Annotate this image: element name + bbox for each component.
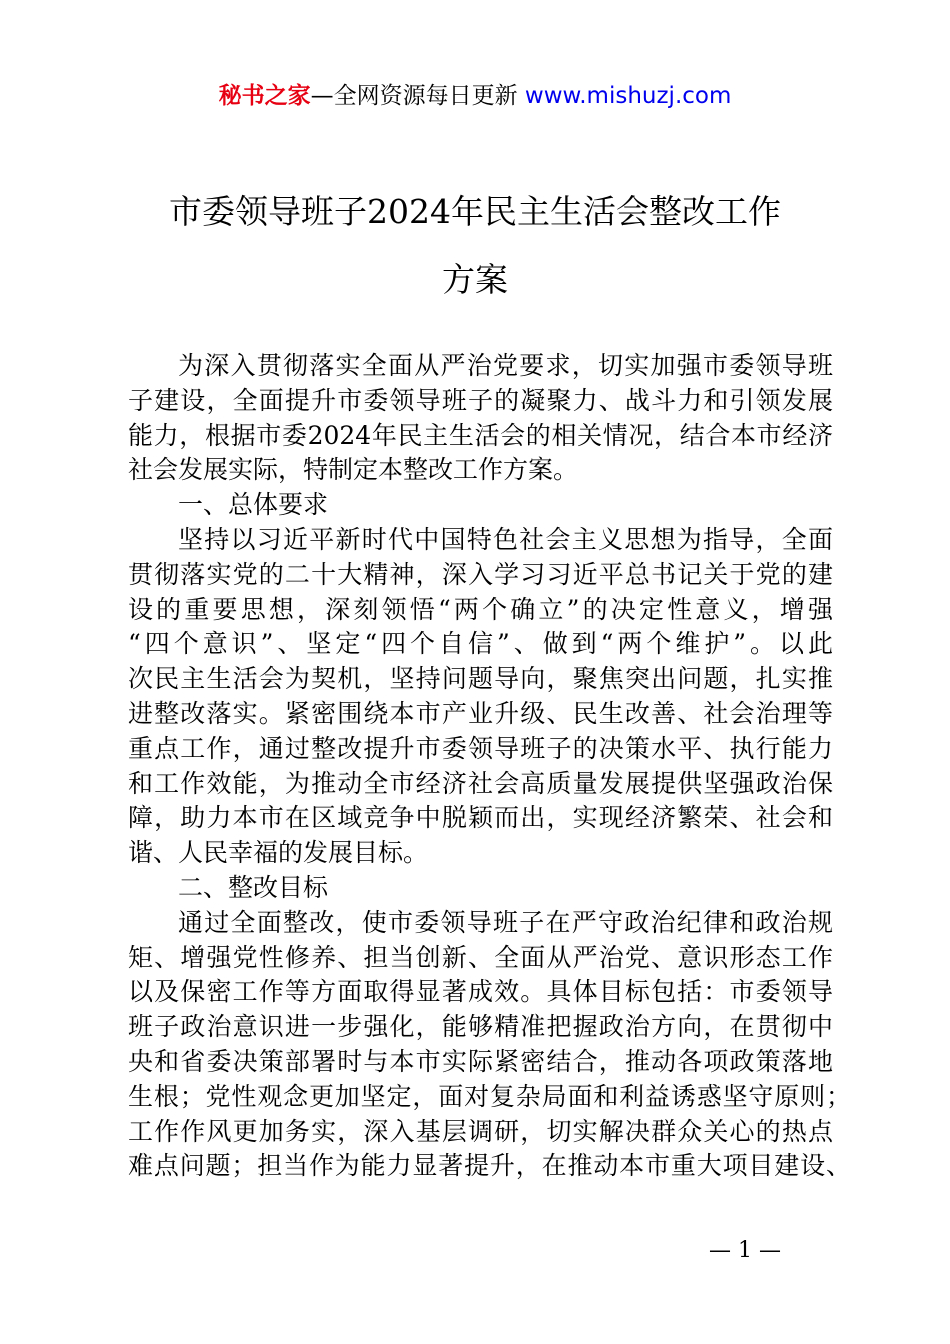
paragraph-line: 能力，根据市委2024年民主生活会的相关情况，结合本市经济	[128, 420, 833, 450]
paragraph-line: 工作作风更加务实，深入基层调研，切实解决群众关心的热点	[128, 1116, 833, 1146]
paragraph-line: 障，助力本市在区域竞争中脱颖而出，实现经济繁荣、社会和	[128, 803, 833, 833]
paragraph-line: 班子政治意识进一步强化，能够精准把握政治方向，在贯彻中	[128, 1012, 833, 1042]
site-header	[0, 80, 950, 112]
paragraph-line: 谐、人民幸福的发展目标。	[128, 838, 429, 868]
page-number: — 1 —	[709, 1238, 781, 1263]
paragraph-line: 坚持以习近平新时代中国特色社会主义思想为指导，全面	[178, 524, 833, 554]
paragraph-line: 设的重要思想，深刻领悟“两个确立”的决定性意义，增强	[128, 594, 833, 624]
paragraph-line: 重点工作，通过整改提升市委领导班子的决策水平、执行能力	[128, 733, 833, 763]
paragraph-line: 通过全面整改，使市委领导班子在严守政治纪律和政治规	[178, 907, 833, 937]
document-body	[128, 349, 851, 1184]
paragraph-line: 贯彻落实党的二十大精神，深入学习习近平总书记关于党的建	[128, 559, 833, 589]
paragraph-line: 生根；党性观念更加坚定，面对复杂局面和利益诱惑坚守原则；	[128, 1081, 851, 1111]
paragraph-line: 矩、增强党性修养、担当创新、全面从严治党、意识形态工作	[128, 942, 833, 972]
paragraph-line: 难点问题；担当作为能力显著提升，在推动本市重大项目建设、	[128, 1151, 851, 1181]
paragraph-line: 和工作效能，为推动全市经济社会高质量发展提供坚强政治保	[128, 768, 833, 798]
brand-name: 秘书之家	[218, 83, 311, 109]
paragraph-line: “四个意识”、坚定“四个自信”、做到“两个维护”。以此	[128, 629, 833, 659]
paragraph-line: 次民主生活会为契机，坚持问题导向，聚焦突出问题，扎实推	[128, 664, 833, 694]
paragraph-line: 子建设，全面提升市委领导班子的凝聚力、战斗力和引领发展	[128, 385, 833, 415]
paragraph-line: 进整改落实。紧密围绕本市产业升级、民生改善、社会治理等	[128, 698, 833, 728]
section-heading: 二、整改目标	[178, 872, 329, 902]
paragraph-line: 为深入贯彻落实全面从严治党要求，切实加强市委领导班	[178, 351, 833, 380]
document-title-line-2: 方案	[442, 260, 508, 299]
site-url-link[interactable]: www.mishuzj.com	[524, 83, 732, 109]
document-title-line-1: 市委领导班子2024年民主生活会整改工作	[169, 192, 781, 231]
paragraph-line: 社会发展实际，特制定本整改工作方案。	[128, 455, 579, 485]
paragraph-line: 以及保密工作等方面取得显著成效。具体目标包括：市委领导	[128, 977, 833, 1007]
paragraph-line: 央和省委决策部署时与本市实际紧密结合，推动各项政策落地	[128, 1046, 833, 1076]
header-slogan: —全网资源每日更新	[310, 83, 518, 109]
section-heading: 一、总体要求	[178, 490, 329, 520]
